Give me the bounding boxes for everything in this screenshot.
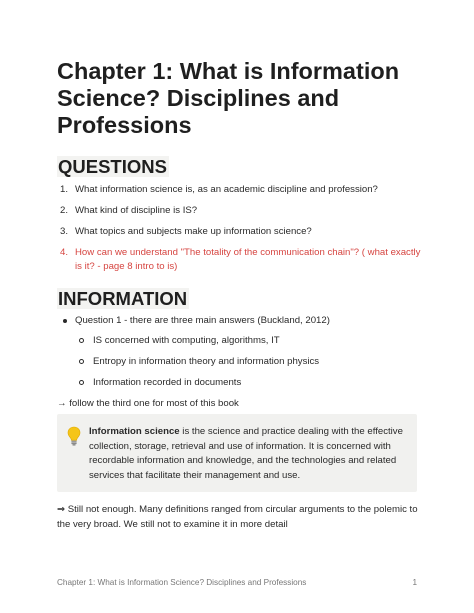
list-item-number: 4.: [60, 247, 69, 258]
page-footer: Chapter 1: What is Information Science? Disciplines and Professions: [57, 578, 307, 587]
sub-bullet-item: [57, 334, 427, 348]
questions-heading-text: QUESTIONS: [58, 156, 167, 177]
callout-text: [89, 425, 409, 483]
sub-bullet-text: Entropy in information theory and information physics: [93, 356, 320, 367]
callout-body: is the science and practice dealing with the effective collection, storage, retrieval and use of information. It is concerned with recordable information and knowledge, and the technologies and related services that facilitate their management and use.: [89, 426, 403, 481]
list-item-text: How can we understand "The totality of the communication chain"? ( what exactly is it? - page 8 intro to is): [75, 247, 421, 272]
sub-bullet-text: IS concerned with computing, algorithms, IT: [93, 335, 280, 346]
list-item-highlighted: [57, 246, 427, 274]
follow-note: → follow the third one for most of this book: [57, 398, 239, 409]
hollow-bullet-icon: [79, 380, 84, 385]
closing-text: Still not enough. Many definitions ranged from circular arguments to the polemic to the very broad. We still not to examine it in more detail: [57, 504, 418, 530]
list-item-text: What kind of discipline is IS?: [75, 205, 198, 216]
page-title: Chapter 1: What is Information Science? Disciplines and Professions: [57, 58, 400, 138]
sub-bullet-item: [57, 355, 427, 369]
list-item-text: What information science is, as an academic discipline and profession?: [75, 184, 378, 195]
list-item-number: 1.: [60, 184, 69, 195]
bullet-item: [57, 314, 427, 328]
information-heading-text: INFORMATION: [58, 288, 188, 309]
questions-heading: [57, 156, 169, 178]
bullet-dot-icon: [63, 319, 67, 323]
hollow-bullet-icon: [79, 338, 84, 343]
closing-paragraph: [57, 502, 422, 532]
questions-list: [57, 183, 427, 281]
double-arrow-icon: ⇒: [57, 504, 66, 515]
sub-bullet-item: [57, 376, 427, 390]
page-number: 1: [412, 578, 417, 587]
bullet-text: Question 1 - there are three main answers (Buckland, 2012): [75, 315, 330, 326]
definition-callout: [57, 414, 417, 492]
information-heading: [57, 288, 189, 310]
information-section: [57, 314, 427, 411]
list-item: [57, 183, 427, 197]
lightbulb-icon: [67, 426, 81, 446]
hollow-bullet-icon: [79, 359, 84, 364]
list-item: [57, 225, 427, 239]
list-item: [57, 204, 427, 218]
list-item-number: 2.: [60, 205, 69, 216]
callout-bold-term: Information science: [89, 426, 180, 437]
list-item-number: 3.: [60, 226, 69, 237]
list-item-text: What topics and subjects make up information science?: [75, 226, 312, 237]
sub-bullet-text: Information recorded in documents: [93, 377, 242, 388]
